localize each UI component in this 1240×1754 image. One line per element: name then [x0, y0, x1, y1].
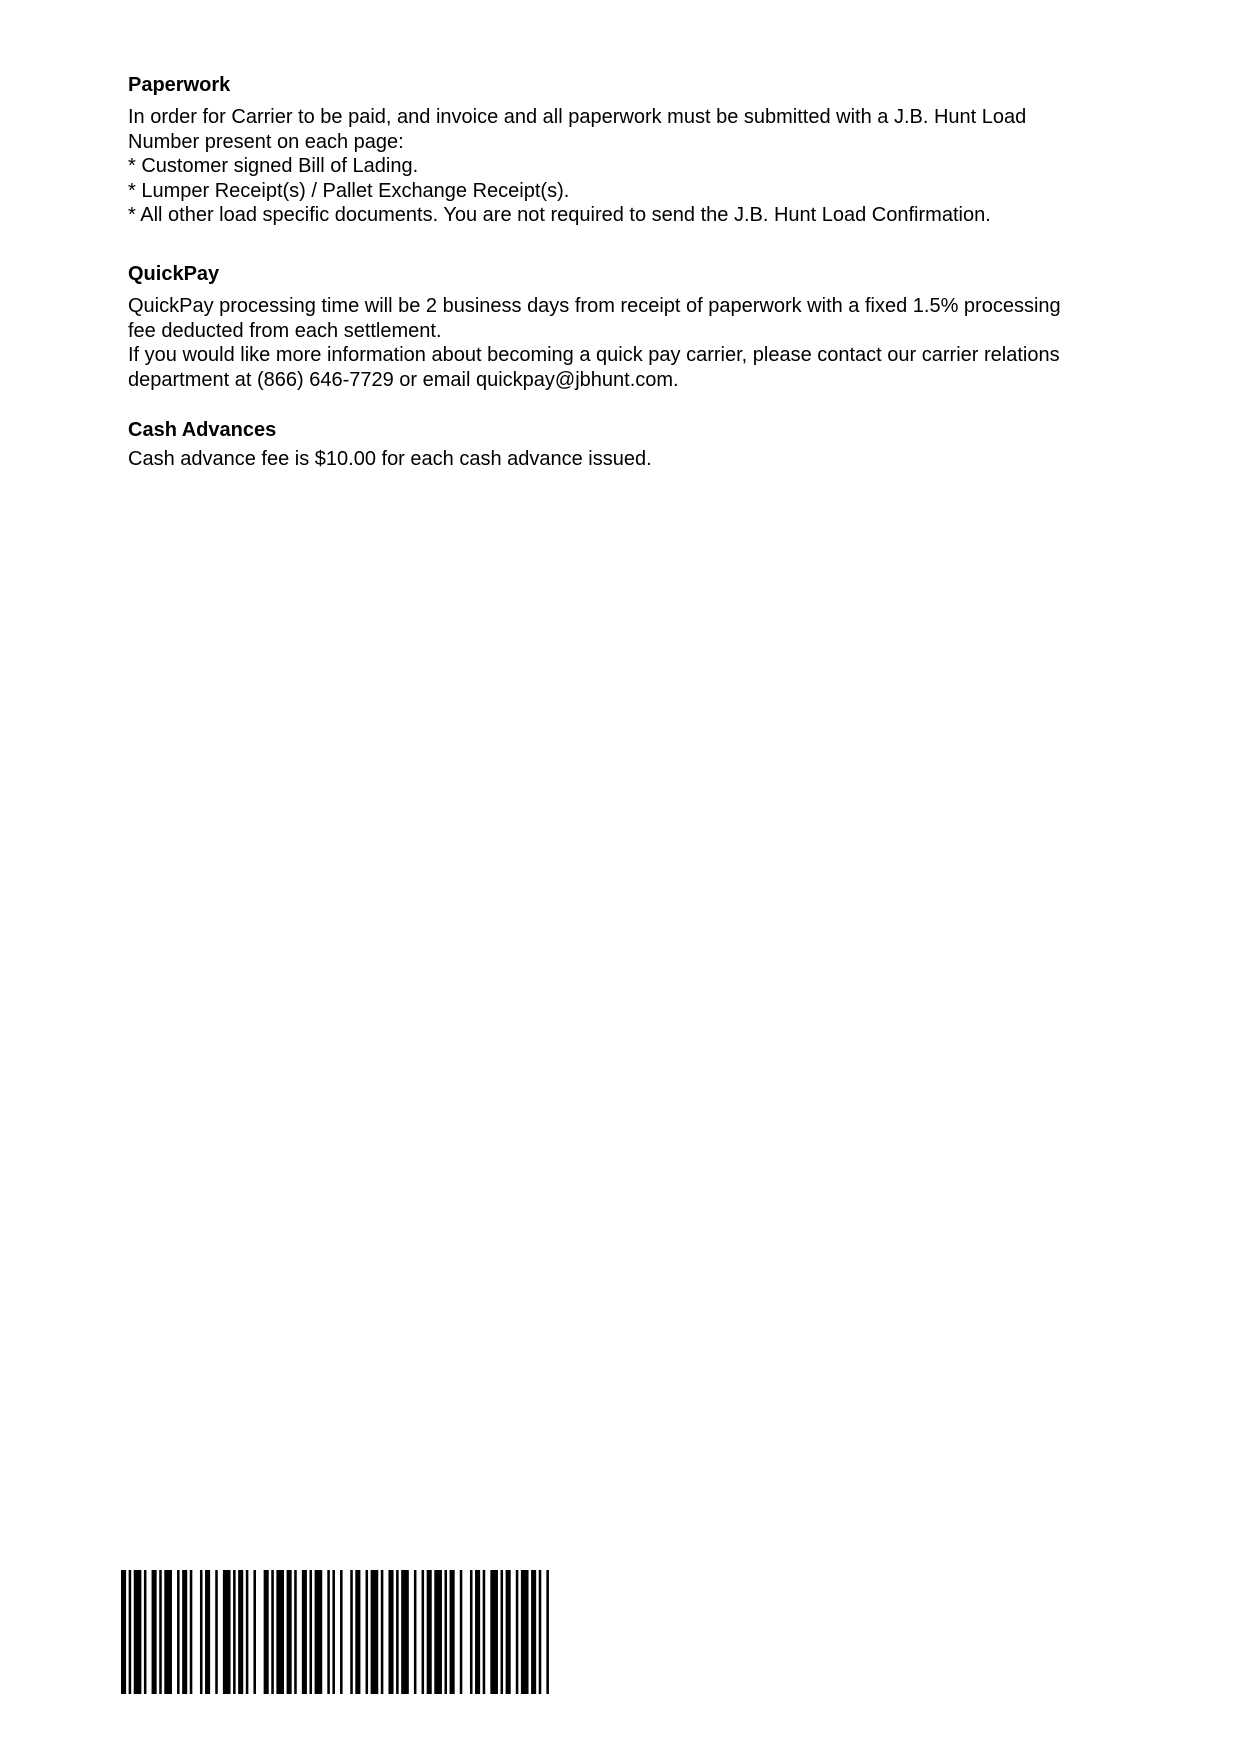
quickpay-section: [128, 262, 1128, 392]
barcode-bar: [182, 1570, 187, 1694]
barcode-bar: [539, 1570, 542, 1694]
paperwork-line: In order for Carrier to be paid, and invoice and all paperwork must be submitted with a J.B. Hunt Load: [128, 106, 1027, 128]
barcode-bar: [276, 1570, 284, 1694]
barcode-bar: [223, 1570, 231, 1694]
barcode-bar: [350, 1570, 353, 1694]
barcode-bar: [287, 1570, 292, 1694]
barcode-bar: [460, 1570, 463, 1694]
quickpay-line: department at (866) 646-7729 or email quickpay@jbhunt.com.: [128, 368, 679, 391]
barcode-bar: [444, 1570, 447, 1694]
quickpay-line: QuickPay processing time will be 2 business days from receipt of paperwork with a fixed 1.5% processing: [128, 295, 1061, 317]
barcode-bar: [233, 1570, 236, 1694]
barcode-bar: [238, 1570, 243, 1694]
barcode-bar: [396, 1570, 399, 1694]
barcode-bar: [501, 1570, 504, 1694]
barcode-bar: [450, 1570, 455, 1694]
cash-advances-heading: Cash Advances: [128, 419, 277, 441]
barcode-bar: [264, 1570, 269, 1694]
barcode-bar: [215, 1570, 218, 1694]
barcode-bar: [205, 1570, 210, 1694]
barcode-bar: [483, 1570, 486, 1694]
barcode-bar: [164, 1570, 172, 1694]
barcode-bar: [546, 1570, 549, 1694]
paperwork-line: * All other load specific documents. You are not required to send the J.B. Hunt Load Confirmation.: [128, 204, 991, 226]
barcode-bar: [309, 1570, 312, 1694]
barcode-bar: [371, 1570, 379, 1694]
barcode-bar: [190, 1570, 193, 1694]
paperwork-heading: Paperwork: [128, 74, 231, 96]
barcode-bar: [355, 1570, 360, 1694]
barcode-bar: [121, 1570, 126, 1694]
barcode-bar: [434, 1570, 442, 1694]
barcode-bar: [159, 1570, 162, 1694]
paperwork-line: * Customer signed Bill of Lading.: [128, 155, 419, 177]
barcode-bar: [332, 1570, 335, 1694]
barcode-bar: [490, 1570, 498, 1694]
cash-advances-section: [128, 418, 1128, 472]
quickpay-line: If you would like more information about becoming a quick pay carrier, please contact our carrier relations: [128, 344, 1060, 366]
barcode-bar: [388, 1570, 393, 1694]
barcode-bar: [470, 1570, 473, 1694]
paperwork-line: * Lumper Receipt(s) / Pallet Exchange Receipt(s).: [128, 179, 570, 202]
quickpay-line: fee deducted from each settlement.: [128, 319, 442, 342]
barcode-bar: [200, 1570, 203, 1694]
barcode-bar: [129, 1570, 132, 1694]
barcode-bar: [327, 1570, 330, 1694]
barcode-bar: [134, 1570, 142, 1694]
barcode-bar: [144, 1570, 147, 1694]
barcode-bar: [401, 1570, 409, 1694]
barcode-bar: [302, 1570, 307, 1694]
barcode-bar: [340, 1570, 343, 1694]
barcode-bar: [381, 1570, 384, 1694]
barcode-bar: [246, 1570, 249, 1694]
barcode: [121, 1570, 554, 1694]
barcode-bar: [422, 1570, 425, 1694]
barcode-bar: [531, 1570, 536, 1694]
barcode-graphic: [121, 1570, 554, 1694]
cash-advances-line: Cash advance fee is $10.00 for each cash advance issued.: [128, 448, 652, 470]
barcode-bar: [177, 1570, 180, 1694]
barcode-bar: [516, 1570, 519, 1694]
barcode-bar: [366, 1570, 369, 1694]
barcode-bar: [506, 1570, 511, 1694]
quickpay-heading: QuickPay: [128, 263, 220, 285]
barcode-bar: [253, 1570, 256, 1694]
paperwork-line: Number present on each page:: [128, 130, 404, 153]
paperwork-section: [128, 73, 1128, 228]
barcode-bar: [271, 1570, 274, 1694]
barcode-bar: [414, 1570, 417, 1694]
barcode-bar: [152, 1570, 157, 1694]
barcode-bar: [427, 1570, 432, 1694]
barcode-bar: [315, 1570, 323, 1694]
barcode-bar: [294, 1570, 297, 1694]
barcode-bar: [475, 1570, 480, 1694]
barcode-bar: [521, 1570, 529, 1694]
